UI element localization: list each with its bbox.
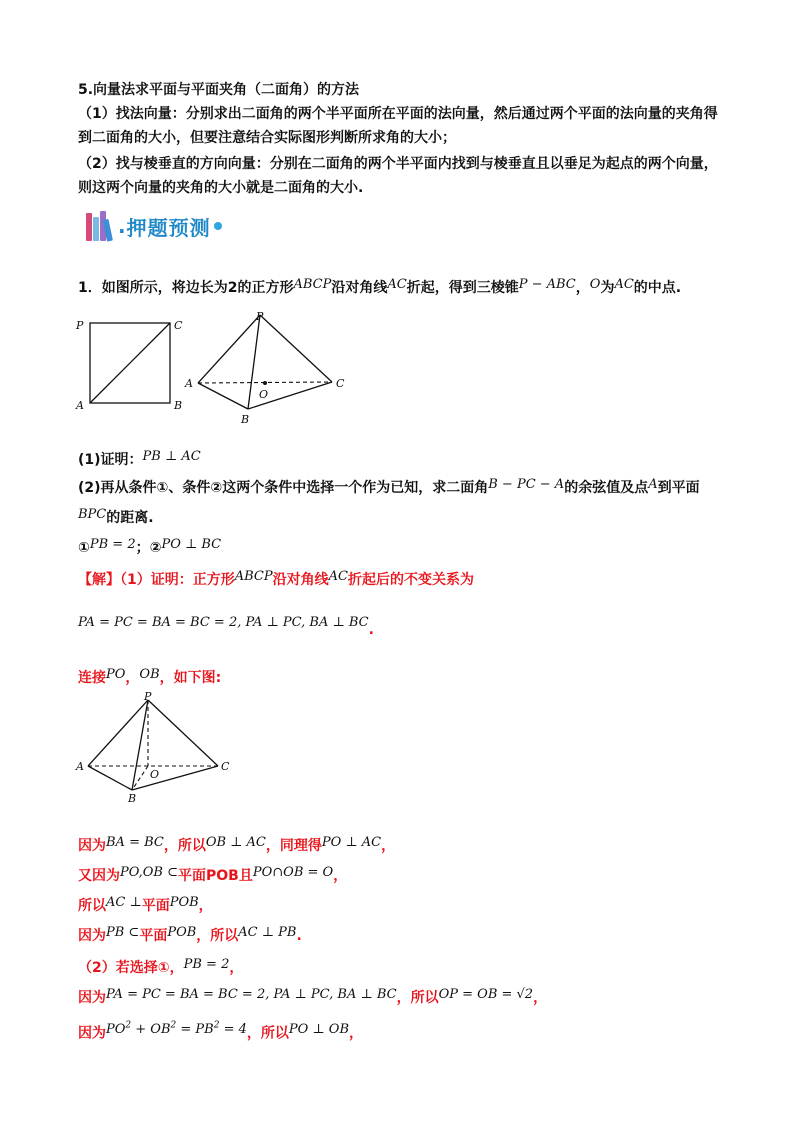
pyramid2-label-b: B [128, 792, 137, 805]
problem-statement: 1．如图所示，将边长为2的正方形ABCP沿对角线AC折起，得到三棱锥P − ABC，O为AC的中点. [78, 277, 682, 296]
solution-step-3: 所以AC ⊥平面POB， [78, 895, 213, 914]
solution-step-1: 因为BA = BC，所以OB ⊥ AC，同理得PO ⊥ AC， [78, 835, 396, 854]
square-label-b: B [174, 399, 183, 412]
prediction-banner [86, 208, 222, 244]
pyramid-label-a: A [185, 377, 193, 390]
square-figure [75, 319, 183, 412]
section-paragraph-2: （2）找与棱垂直的方向向量：分别在二面角的两个半平面内找到与棱垂直且以垂足为起点的两个向量， [78, 156, 718, 172]
solution-step-2: 又因为PO,OB ⊂平面POB且PO∩OB = O， [78, 865, 348, 884]
solution-step-4: 因为PB ⊂平面POB，所以AC ⊥ PB. [78, 925, 302, 944]
section-paragraph-1-cont: 到二面角的大小，但要注意结合实际图形判断所求角的大小； [78, 130, 456, 146]
pyramid-figure [184, 310, 345, 426]
section-paragraph-1: （1）找法向量：分别求出二面角的两个半平面所在平面的法向量，然后通过两个平面的法向量的夹角得 [78, 106, 718, 122]
square-label-c: C [174, 319, 183, 332]
section-paragraph-2-cont: 则这两个向量的夹角的大小就是二面角的大小. [78, 180, 364, 196]
question-1: (1)证明：PB ⊥ AC [78, 449, 201, 468]
pyramid2-label-c: C [221, 760, 230, 773]
pyramid-label-b: B [241, 413, 250, 426]
square-label-a: A [76, 399, 84, 412]
banner-dot-icon [214, 222, 222, 230]
pyramid2-label-p: P [144, 690, 152, 703]
pyramid-label-o: O [259, 388, 269, 401]
section-title: 5.向量法求平面与平面夹角（二面角）的方法 [78, 82, 360, 98]
pyramid2-label-a: A [76, 760, 84, 773]
banner-dot-prefix: . [118, 214, 127, 238]
question-2-cont: BPC的距离. [78, 507, 154, 526]
pyramid-figure-2 [70, 690, 240, 810]
conditions: ①PB = 2；②PO ⊥ BC [78, 537, 222, 556]
banner-title: 押题预测 [126, 215, 211, 240]
connect-po-ob: 连接PO，OB，如下图: [78, 667, 222, 686]
solution-part-2-intro: （2）若选择①，PB = 2， [78, 957, 244, 976]
solution-step-5: 因为PA = PC = BA = BC = 2, PA ⊥ PC, BA ⊥ BC，所以OP = OB = √2， [78, 987, 548, 1006]
pyramid-label-c: C [336, 377, 345, 390]
invariant-relations: PA = PC = BA = BC = 2, PA ⊥ PC, BA ⊥ BC. [78, 615, 374, 638]
solution-step-6: 因为$PO^2 + OB^2 = PB^2 = 4$，所以PO ⊥ OB， [78, 1021, 363, 1042]
question-2: (2)再从条件①、条件②这两个条件中选择一个作为已知，求二面角B − PC − A的余弦值及点A到平面 [78, 477, 700, 496]
solution-part-1-intro: 【解】（1）证明：正方形ABCP沿对角线AC折起后的不变关系为 [78, 569, 474, 588]
square-label-p: P [76, 319, 84, 332]
books-icon [86, 211, 114, 241]
square-and-pyramid-figure [70, 305, 370, 435]
pyramid-label-p: P [256, 310, 264, 323]
pyramid2-label-o: O [150, 768, 160, 781]
